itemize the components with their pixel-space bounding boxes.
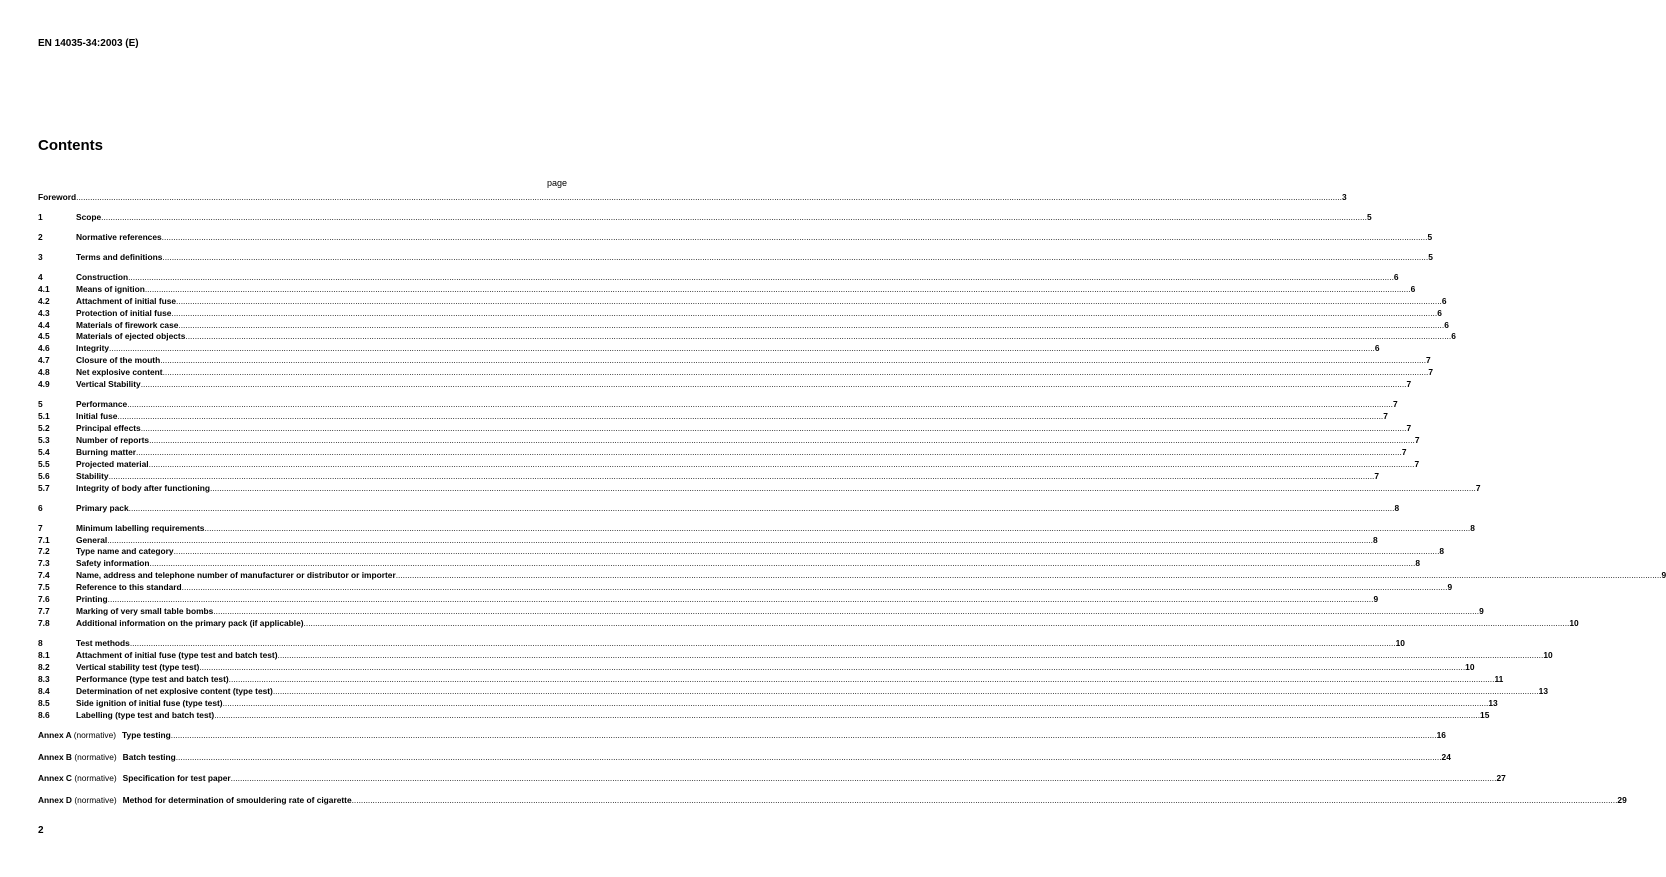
toc-entry-page: 6 [1393,271,1399,282]
toc-entry-title: Construction [76,271,129,282]
toc-sections [38,211,1666,722]
toc-leader-dots [136,447,1402,459]
toc-entry-page: 5 [1366,211,1372,222]
annex-label: Annex C [38,773,72,784]
toc-entry-title: Number of reports [76,434,150,445]
toc-annex-entry[interactable] [38,795,1627,807]
toc-entry-number: 8.6 [38,709,50,720]
toc-entry[interactable] [38,502,1400,515]
toc-entry[interactable] [38,673,1504,686]
toc-entry[interactable] [38,709,1490,722]
toc-entry-number: 4.5 [38,331,50,342]
toc-leader-dots [149,459,1415,471]
toc-leader-dots [231,773,1497,785]
toc-leader-dots [160,355,1426,367]
toc-leader-dots [210,483,1476,495]
toc-leader-dots [162,252,1428,264]
toc-entry-number: 8.3 [38,673,50,684]
toc-leader-dots [109,343,1375,355]
toc-entry-number: 7.3 [38,558,50,569]
toc-entry-number: 4.6 [38,343,50,354]
annex-status: (normative) [73,729,117,740]
toc-entry-page: 7 [1406,379,1412,390]
toc-annex-entry[interactable] [38,729,1446,742]
toc-entry[interactable] [38,697,1498,710]
toc-entry-number: 7.1 [38,534,50,545]
toc-entry[interactable] [38,399,1398,411]
toc-entry[interactable] [38,470,1380,483]
toc-entry-title: Materials of firework case [76,319,179,330]
toc-entry-page: 9 [1661,570,1666,581]
toc-entry-number: 5.4 [38,446,50,457]
toc-entry-title: Safety information [76,558,150,569]
toc-leader-dots [185,331,1451,343]
toc-leader-dots [145,284,1411,296]
toc-entry-number: 8 [38,638,43,648]
toc-entry-page: 6 [1410,283,1416,294]
toc-entry-page: 16 [1436,729,1446,740]
annex-label: Annex B [38,751,72,762]
toc-entry-title: Side ignition of initial fuse (type test) [76,697,223,708]
annex-label: Annex D [38,795,72,806]
annex-heading [38,773,123,785]
toc-entry-title: Net explosive content [76,367,163,378]
toc-entry-title: Printing [76,594,108,605]
toc-entry-title: Projected material [76,458,149,469]
toc-entry-number: 8.1 [38,649,50,660]
toc-entry-title: Burning matter [76,446,137,457]
toc-entry-title: Primary pack [76,502,129,513]
toc-leader-dots [141,379,1407,391]
toc-leader-dots [129,503,1395,515]
document-header: EN 14035-34:2003 (E) [38,38,139,49]
toc-entry-page: 6 [1444,319,1449,330]
toc-entry-number: 2 [38,231,43,242]
toc-entry-title: Attachment of initial fuse [76,295,177,306]
toc-leader-dots [199,662,1465,674]
toc-entry[interactable] [38,343,1380,355]
toc-entry-page: 10 [1543,649,1553,660]
toc-entry-title: Type name and category [76,546,174,557]
toc-entry-number: 4.3 [38,307,50,318]
toc-entry-title: Integrity [76,343,110,354]
toc-entry-title: Name, address and telephone number of manufacturer or distributor or importer [76,570,396,581]
toc-entry-title: Principal effects [76,423,141,433]
toc-entry[interactable] [38,570,1666,582]
annex-status: (normative) [74,795,117,806]
toc-entry[interactable] [38,482,1481,495]
toc-entry[interactable] [38,446,1407,459]
toc-entry-number: 4.7 [38,355,50,366]
annex-title: Type testing [122,729,171,740]
toc-leader-dots [176,296,1442,308]
toc-entry-number: 7.2 [38,546,50,557]
annex-status: (normative) [74,773,117,784]
toc-entry-title: Performance [76,399,128,410]
toc-entry[interactable] [38,271,1399,284]
toc-entry-page: 9 [1479,606,1484,617]
table-of-contents [38,192,1666,807]
toc-entry-title: Foreword [38,192,77,202]
toc-entry-page: 7 [1475,482,1481,493]
toc-entry-page: 10 [1465,661,1475,672]
toc-entry[interactable] [38,685,1548,698]
annex-title: Specification for test paper [122,773,231,784]
toc-entry[interactable] [38,434,1420,447]
toc-entry-title: Performance (type test and batch test) [76,673,229,684]
toc-entry-page: 10 [1569,618,1579,629]
page-number: 2 [38,825,44,836]
toc-entry-number: 5 [38,399,43,410]
toc-annex-entry[interactable] [38,773,1506,785]
toc-entry[interactable] [38,594,1379,606]
toc-entry-title: Integrity of body after functioning [76,482,210,493]
toc-entry-title: Normative references [76,231,162,242]
toc-entry[interactable] [38,638,1405,650]
toc-entry-number: 7.7 [38,606,50,617]
toc-entry[interactable] [38,661,1475,674]
toc-entry-title: Additional information on the primary pack (if applicable) [76,618,304,629]
toc-entry-page: 7 [1374,470,1380,481]
toc-entry-number: 5.2 [38,423,50,433]
toc-entry[interactable] [38,251,1433,264]
toc-entry-title: Closure of the mouth [76,355,161,366]
page-title: Contents [38,137,103,154]
toc-entry[interactable] [38,618,1579,630]
toc-entry-title: Reference to this standard [76,582,182,593]
toc-entry-number: 1 [38,211,43,222]
toc-leader-dots [171,730,1437,742]
toc-entry-number: 5.6 [38,470,50,481]
toc-entry-page: 29 [1617,795,1627,806]
toc-entry[interactable] [38,367,1434,379]
annex-title: Method for determination of smouldering rate of cigarette [122,795,352,806]
toc-entry-number: 7 [38,522,43,533]
toc-entry-title: Determination of net explosive content (type test) [76,685,273,696]
toc-entry[interactable] [38,295,1447,308]
toc-leader-dots [141,423,1407,435]
toc-entry[interactable] [38,411,1388,423]
annex-heading [38,795,123,807]
toc-entry[interactable] [38,458,1420,471]
toc-leader-dots [213,606,1479,618]
toc-entry-page: 8 [1470,522,1475,533]
toc-entry-number: 3 [38,251,43,262]
toc-entry[interactable] [38,534,1378,547]
toc-entry-number: 4.9 [38,379,50,390]
page-column-label: page [546,178,567,188]
toc-entry-page: 5 [1427,231,1433,242]
toc-entry-page: 9 [1447,582,1453,593]
toc-leader-dots [223,698,1489,710]
toc-entry-title: Initial fuse [76,411,118,422]
toc-entry-title: Labelling (type test and batch test) [76,709,215,720]
toc-leader-dots [396,570,1662,582]
toc-entry-page: 3 [1341,192,1347,202]
toc-leader-dots [117,411,1383,423]
toc-entry-number: 8.2 [38,661,50,672]
toc-entry-title: Minimum labelling requirements [76,522,205,533]
toc-entry-number: 5.3 [38,434,50,445]
toc-entry-page: 11 [1494,673,1504,684]
toc-entry-page: 10 [1395,638,1405,648]
toc-entry-title: Scope [76,211,102,222]
toc-leader-dots [107,535,1373,547]
toc-leader-dots [176,752,1442,764]
toc-entry-page: 8 [1439,546,1445,557]
toc-entry-number: 7.8 [38,618,50,629]
toc-entry[interactable] [38,211,1372,224]
toc-entry[interactable] [38,649,1553,662]
toc-entry-title: Materials of ejected objects [76,331,186,342]
toc-entry-number: 4.4 [38,319,50,330]
toc-entry-number: 4.8 [38,367,50,378]
toc-entry-page: 6 [1451,331,1456,342]
toc-entry-number: 8.5 [38,697,50,708]
toc-entry[interactable] [38,355,1431,367]
toc-entry[interactable] [38,558,1421,570]
annex-heading [38,730,122,742]
toc-entry-page: 8 [1415,558,1421,569]
annex-title: Batch testing [122,751,176,762]
annex-heading [38,752,123,764]
toc-leader-dots [162,232,1428,244]
toc-entry-title: Test methods [76,638,130,648]
toc-entry-page: 7 [1383,411,1388,422]
toc-entry[interactable] [38,606,1484,618]
annex-label: Annex A [38,729,72,740]
toc-entry[interactable] [38,546,1445,558]
toc-entry-number: 7.4 [38,570,50,581]
toc-entry[interactable] [38,379,1412,391]
toc-entry-title: Attachment of initial fuse (type test and batch test) [76,649,278,660]
toc-entry[interactable] [38,582,1453,594]
toc-entry-page: 7 [1414,458,1420,469]
toc-entry-title: Protection of initial fuse [76,307,172,318]
toc-entry-page: 13 [1538,685,1548,696]
toc-entry-page: 9 [1373,594,1379,605]
toc-leader-dots [149,435,1415,447]
toc-entry-number: 5.1 [38,411,50,422]
toc-entry[interactable] [38,522,1475,535]
toc-entry-number: 7.5 [38,582,50,593]
toc-entry-number: 4.2 [38,295,50,306]
toc-leader-dots [352,795,1618,807]
toc-annex-entry[interactable] [38,751,1451,764]
toc-entry-title: General [76,534,108,545]
toc-entry-number: 5.5 [38,458,50,469]
toc-annexes [38,729,1627,808]
toc-leader-dots [178,320,1444,332]
toc-entry[interactable] [38,423,1412,435]
toc-entry[interactable] [38,331,1456,343]
toc-entry-page: 7 [1406,423,1412,433]
toc-entry-foreword[interactable] [38,192,1347,204]
toc-entry-number: 8.4 [38,685,50,696]
toc-entry-title: Terms and definitions [76,251,163,262]
toc-entry-page: 7 [1426,355,1431,366]
toc-leader-dots [229,674,1495,686]
toc-entry-page: 7 [1393,399,1398,410]
toc-entry[interactable] [38,307,1442,320]
toc-entry-page: 6 [1441,295,1447,306]
toc-entry-number: 5.7 [38,482,50,493]
toc-entry-page: 15 [1480,709,1490,720]
toc-leader-dots [204,523,1470,535]
toc-entry-page: 8 [1373,534,1378,545]
toc-entry-number: 4 [38,271,43,282]
toc-leader-dots [130,638,1396,650]
toc-leader-dots [76,192,1342,204]
toc-entry-page: 24 [1441,751,1451,762]
toc-leader-dots [273,686,1539,698]
toc-entry[interactable] [38,319,1449,332]
toc-leader-dots [163,367,1429,379]
toc-entry-page: 6 [1374,343,1380,354]
toc-entry-page: 7 [1428,367,1434,378]
toc-entry-title: Stability [76,470,109,481]
toc-entry-title: Vertical Stability [76,379,141,390]
toc-leader-dots [101,212,1367,224]
toc-leader-dots [182,582,1448,594]
toc-leader-dots [109,471,1375,483]
toc-entry-number: 4.1 [38,283,50,294]
toc-entry-number: 7.6 [38,594,50,605]
toc-leader-dots [174,546,1440,558]
toc-entry-page: 6 [1437,307,1442,318]
annex-status: (normative) [74,751,117,762]
toc-entry-number: 6 [38,502,43,513]
toc-entry[interactable] [38,283,1416,296]
toc-entry-page: 7 [1401,446,1407,457]
toc-leader-dots [171,308,1437,320]
toc-leader-dots [304,618,1570,630]
toc-entry-page: 13 [1488,697,1498,708]
toc-entry-title: Marking of very small table bombs [76,606,214,617]
toc-entry-page: 5 [1428,251,1433,262]
toc-leader-dots [150,558,1416,570]
toc-leader-dots [278,650,1544,662]
toc-entry-title: Means of ignition [76,283,145,294]
toc-leader-dots [108,594,1374,606]
toc-entry[interactable] [38,231,1433,244]
toc-leader-dots [214,710,1480,722]
toc-entry-page: 8 [1394,502,1400,513]
toc-leader-dots [127,399,1393,411]
toc-entry-page: 27 [1496,773,1506,784]
toc-leader-dots [128,272,1394,284]
toc-entry-title: Vertical stability test (type test) [76,661,200,672]
toc-entry-page: 7 [1414,434,1420,445]
